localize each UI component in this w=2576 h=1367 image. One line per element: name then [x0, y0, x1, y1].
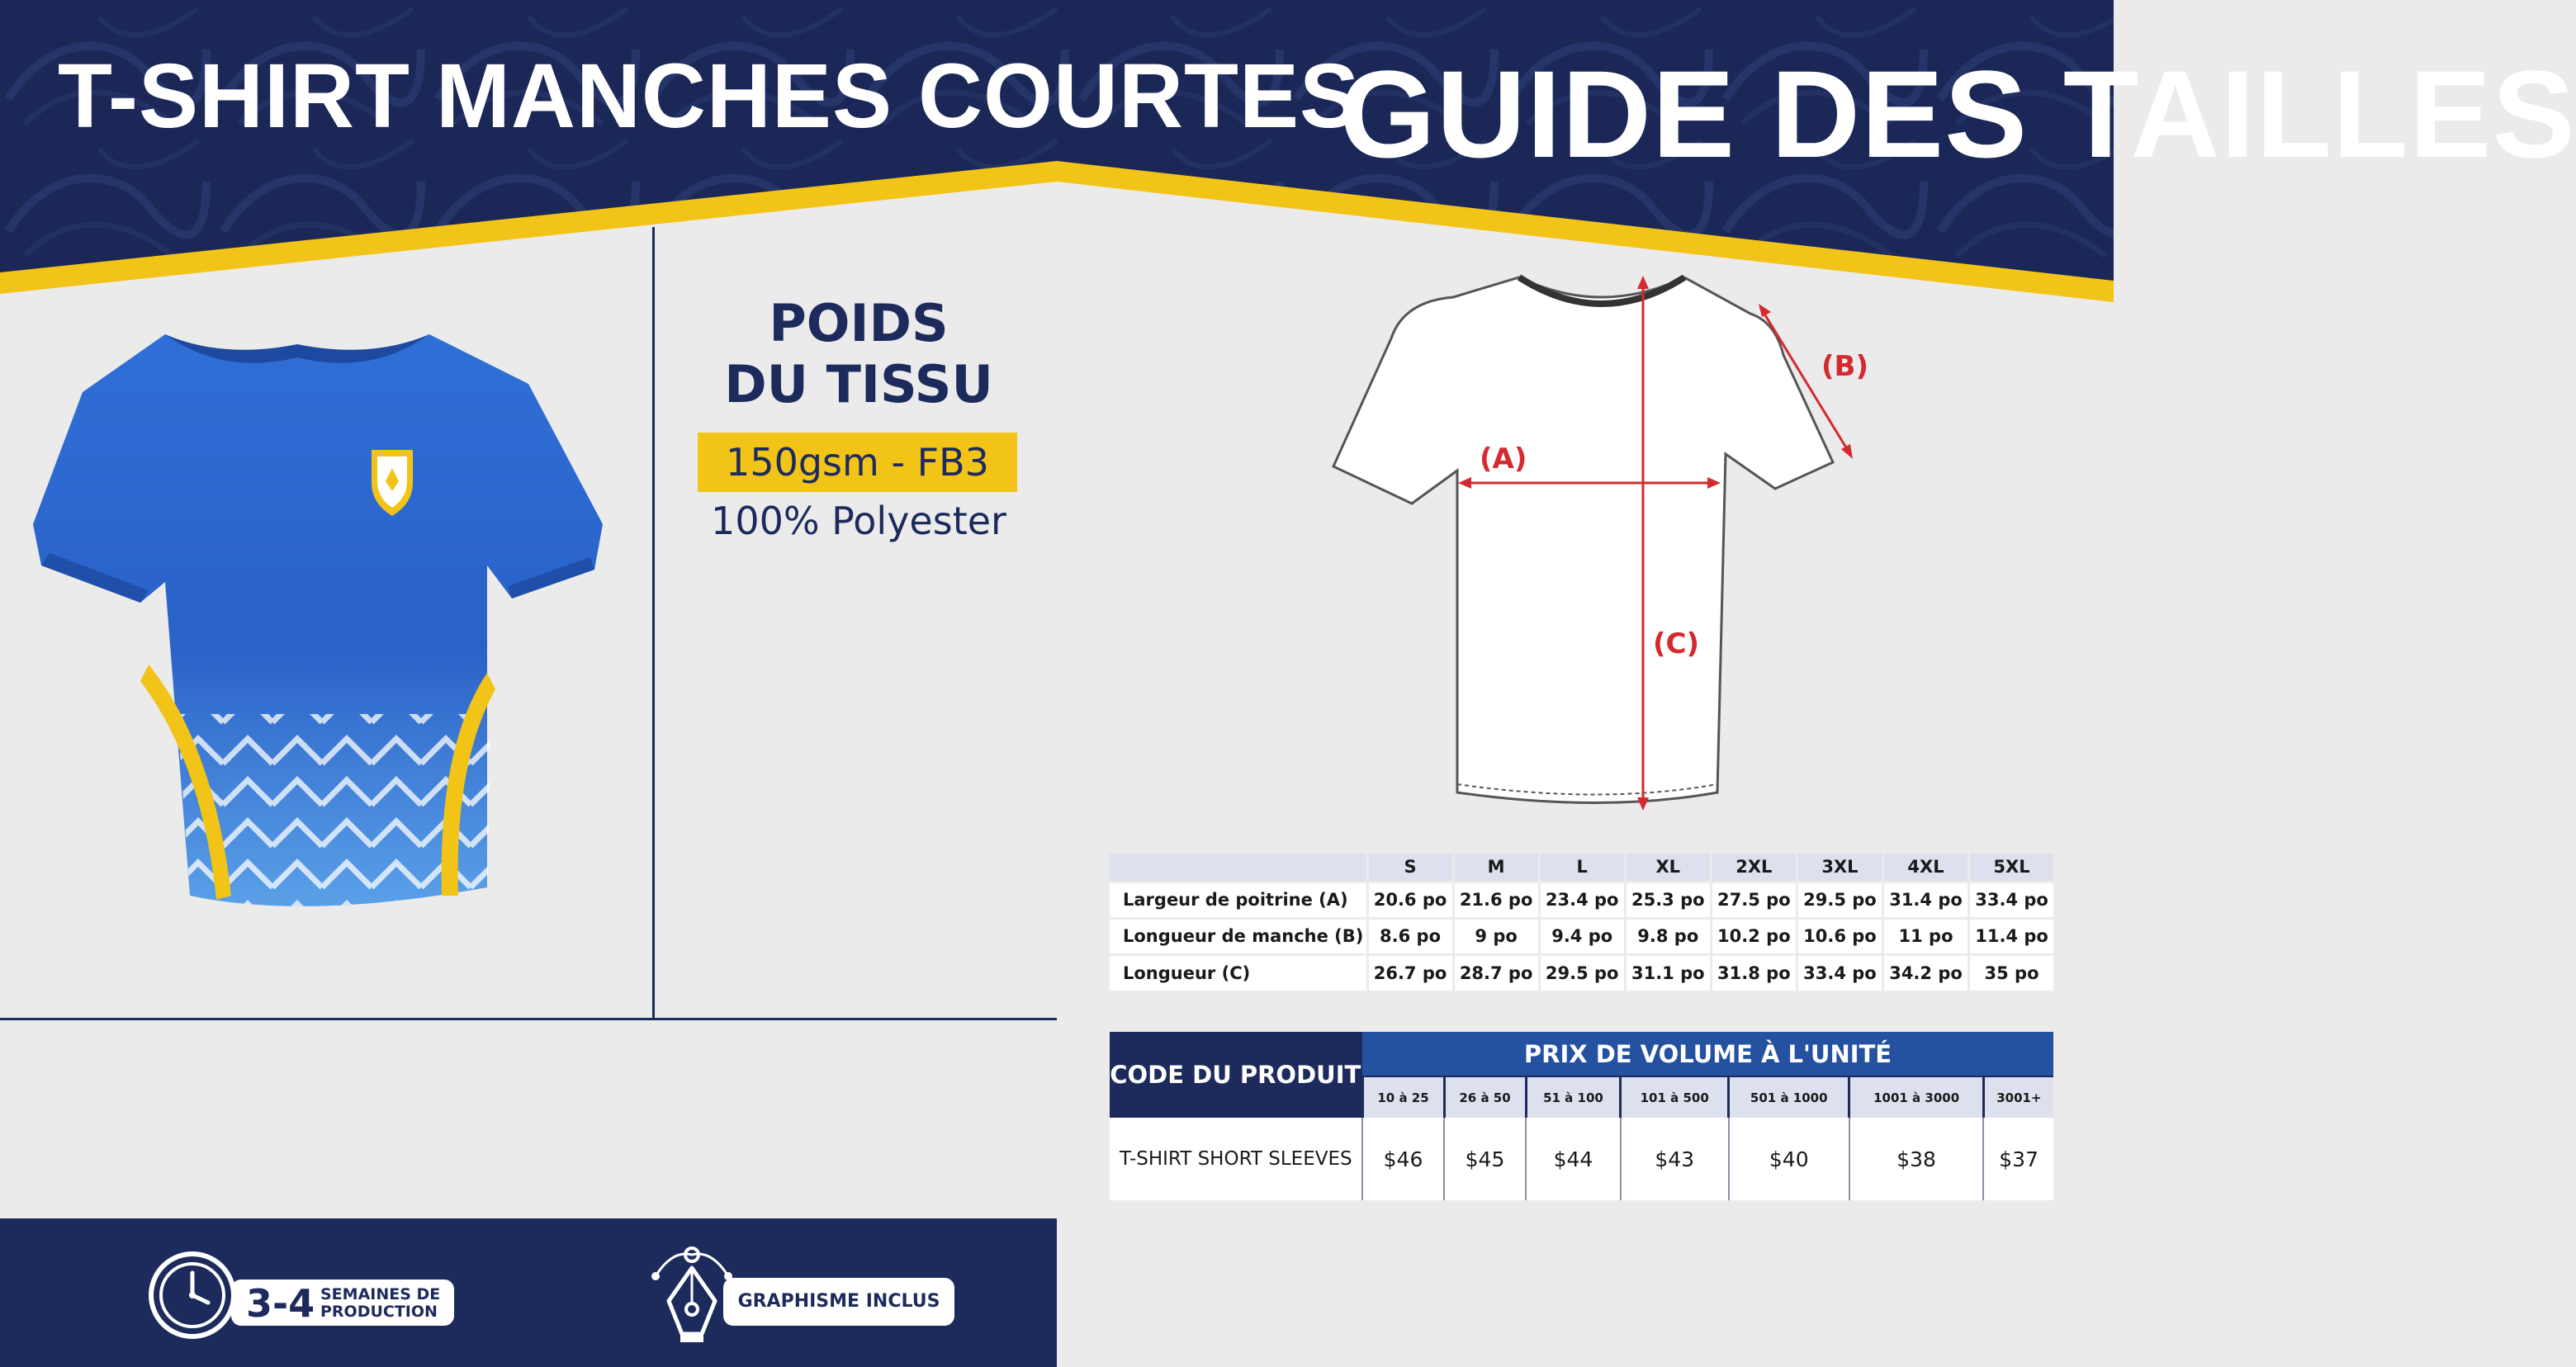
table-cell: 9 po [1453, 918, 1539, 954]
table-cell: 8.6 po [1367, 918, 1453, 954]
product-name: T-SHIRT SHORT SLEEVES [1110, 1118, 1362, 1200]
jersey-image [25, 318, 619, 945]
price-cell: $38 [1849, 1118, 1983, 1200]
row-label: Longueur (C) [1110, 954, 1367, 991]
table-cell: 9.4 po [1539, 918, 1625, 954]
measure-label-a: (A) [1480, 442, 1527, 475]
vertical-divider [652, 227, 655, 1019]
price-tier: 51 à 100 [1526, 1076, 1621, 1118]
size-guide-title: GUIDE DES TAILLES [1339, 45, 2576, 183]
price-cell: $37 [1983, 1118, 2053, 1200]
table-cell: 31.8 po [1711, 954, 1797, 991]
size-header-l: L [1539, 854, 1625, 882]
table-cell: 35 po [1969, 954, 2053, 991]
size-table-header-row [1110, 854, 2053, 882]
size-header-5xl: 5XL [1969, 854, 2053, 882]
tshirt-measurement-diagram [1313, 264, 1891, 825]
table-cell: 31.4 po [1882, 882, 1968, 918]
table-row [1110, 954, 2053, 991]
table-row [1110, 882, 2053, 918]
table-cell: 31.1 po [1625, 954, 1711, 991]
size-header-xl: XL [1625, 854, 1711, 882]
measure-label-c: (C) [1653, 627, 1700, 660]
price-tier: 3001+ [1983, 1076, 2053, 1118]
table-cell: 10.2 po [1711, 918, 1797, 954]
price-cell: $43 [1621, 1118, 1729, 1200]
price-tier: 501 à 1000 [1729, 1076, 1849, 1118]
product-title: T-SHIRT MANCHES COURTES [58, 45, 1361, 147]
size-header-4xl: 4XL [1882, 854, 1968, 882]
design-included-badge [723, 1278, 954, 1326]
price-cell: $45 [1444, 1118, 1526, 1200]
fabric-weight-badge: 150gsm - FB3 [698, 433, 1017, 492]
row-label: Largeur de poitrine (A) [1110, 882, 1367, 918]
table-cell: 33.4 po [1797, 954, 1882, 991]
product-code-header: CODE DU PRODUIT [1110, 1032, 1362, 1118]
table-row [1110, 1118, 2053, 1200]
price-table [1110, 1032, 2053, 1200]
table-cell: 33.4 po [1969, 882, 2053, 918]
fabric-material: 100% Polyester [711, 499, 1006, 543]
table-cell: 9.8 po [1625, 918, 1711, 954]
fabric-title-line2: DU TISSU [724, 354, 993, 414]
table-cell: 34.2 po [1882, 954, 1968, 991]
size-header-3xl: 3XL [1797, 854, 1882, 882]
table-row [1110, 918, 2053, 954]
price-cell: $40 [1729, 1118, 1849, 1200]
table-cell: 28.7 po [1453, 954, 1539, 991]
measure-label-b: (B) [1821, 350, 1868, 383]
fabric-weight-title [656, 293, 1061, 415]
size-header-2xl: 2XL [1711, 854, 1797, 882]
volume-price-header: PRIX DE VOLUME À L'UNITÉ [1362, 1032, 2053, 1076]
size-header-corner [1110, 854, 1367, 882]
table-cell: 20.6 po [1367, 882, 1453, 918]
table-cell: 23.4 po [1539, 882, 1625, 918]
row-label: Longueur de manche (B) [1110, 918, 1367, 954]
table-cell: 10.6 po [1797, 918, 1882, 954]
price-tier: 1001 à 3000 [1849, 1076, 1983, 1118]
horizontal-divider [0, 1018, 1057, 1020]
production-line2: PRODUCTION [320, 1303, 438, 1321]
production-text [320, 1286, 440, 1321]
table-cell: 25.3 po [1625, 882, 1711, 918]
clock-icon [145, 1248, 239, 1342]
table-cell: 26.7 po [1367, 954, 1453, 991]
table-cell: 27.5 po [1711, 882, 1797, 918]
table-cell: 21.6 po [1453, 882, 1539, 918]
design-included-label: GRAPHISME INCLUS [737, 1291, 940, 1312]
size-table [1110, 854, 2053, 991]
production-weeks: 3-4 [246, 1281, 315, 1326]
price-table-header-row [1110, 1032, 2053, 1076]
table-cell: 11 po [1882, 918, 1968, 954]
table-cell: 11.4 po [1969, 918, 2053, 954]
size-header-s: S [1367, 854, 1453, 882]
fabric-title-line1: POIDS [769, 293, 949, 353]
table-cell: 29.5 po [1539, 954, 1625, 991]
production-line1: SEMAINES DE [320, 1285, 441, 1303]
price-tier: 10 à 25 [1362, 1076, 1444, 1118]
size-header-m: M [1453, 854, 1539, 882]
production-time-badge [231, 1279, 454, 1326]
price-cell: $46 [1362, 1118, 1444, 1200]
table-cell: 29.5 po [1797, 882, 1882, 918]
price-cell: $44 [1526, 1118, 1621, 1200]
price-tier: 26 à 50 [1444, 1076, 1526, 1118]
pen-tool-icon [647, 1243, 736, 1346]
price-tier: 101 à 500 [1621, 1076, 1729, 1118]
